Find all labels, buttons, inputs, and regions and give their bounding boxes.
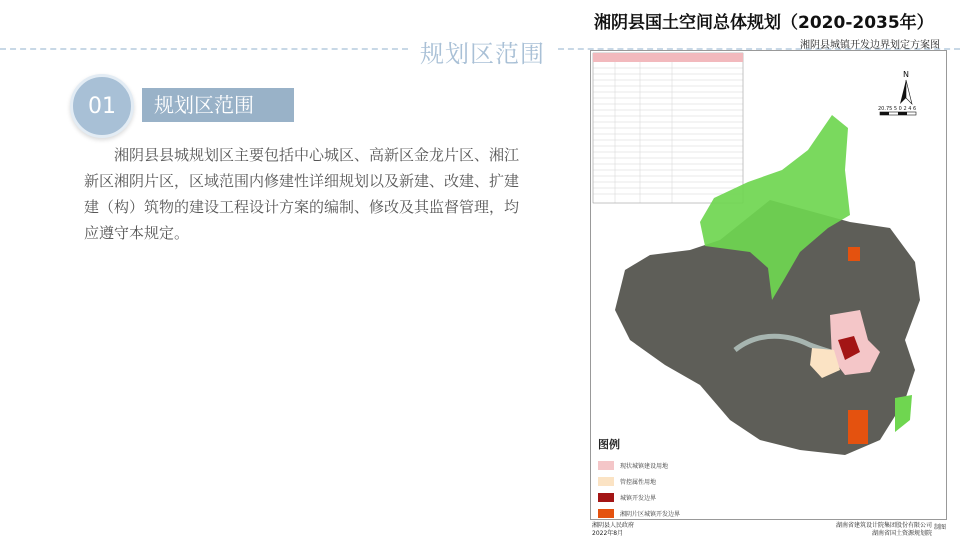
xiangyin-development-boundary-north [848,247,860,261]
slide-title: 规划区范围 [420,40,545,68]
section-number-badge: 01 [70,74,134,138]
section-label: 规划区范围 [142,88,294,122]
legend-item [598,490,718,505]
east-green-strip [895,395,912,432]
map-footer-left [592,522,634,538]
section-paragraph: 湘阴县县城规划区主要包括中心城区、高新区金龙片区、湘江新区湘阴片区，区域范围内修建性详细规划以及新建、改建、扩建建（构）筑物的建设工程设计方案的编制、修改及其监督管理，均应遵守本规定。 [84,146,520,242]
footer-org: 湘阴县人民政府 [592,522,635,529]
scale-text: 20.75 5 0 2 4 6 [878,106,917,112]
legend-item [598,506,718,521]
legend-swatch [598,477,614,486]
footer-designer: 湖南省建筑设计院集团股份有限公司 [836,522,933,529]
legend-title: 图例 [598,438,620,451]
map-footer-right [836,522,932,538]
xiangyin-development-boundary [848,410,868,444]
map-legend [598,436,718,522]
map-title: 湘阴县国土空间总体规划（2020-2035年） [594,13,934,33]
legend-swatch [598,509,614,518]
legend-swatch [598,461,614,470]
legend-label: 城镇开发边界 [620,495,657,502]
statistics-table [593,53,743,203]
legend-label: 湘阴片区城镇开发边界 [620,511,681,518]
scale-bar [880,112,916,115]
legend-item [598,458,718,473]
footer-suffix: 制图 [934,524,947,531]
legend-label: 管控属性用地 [620,479,657,486]
footer-date: 2022年8月 [592,530,624,537]
north-label: N [903,70,909,79]
map-subtitle: 湘阴县城镇开发边界划定方案图 [800,40,940,51]
footer-designer: 湖南省国土资源规划院 [872,530,933,537]
legend-swatch [598,493,614,502]
legend-label: 现状城镇建设用地 [620,463,669,470]
north-arrow-icon [900,80,912,104]
legend-item [598,474,718,489]
